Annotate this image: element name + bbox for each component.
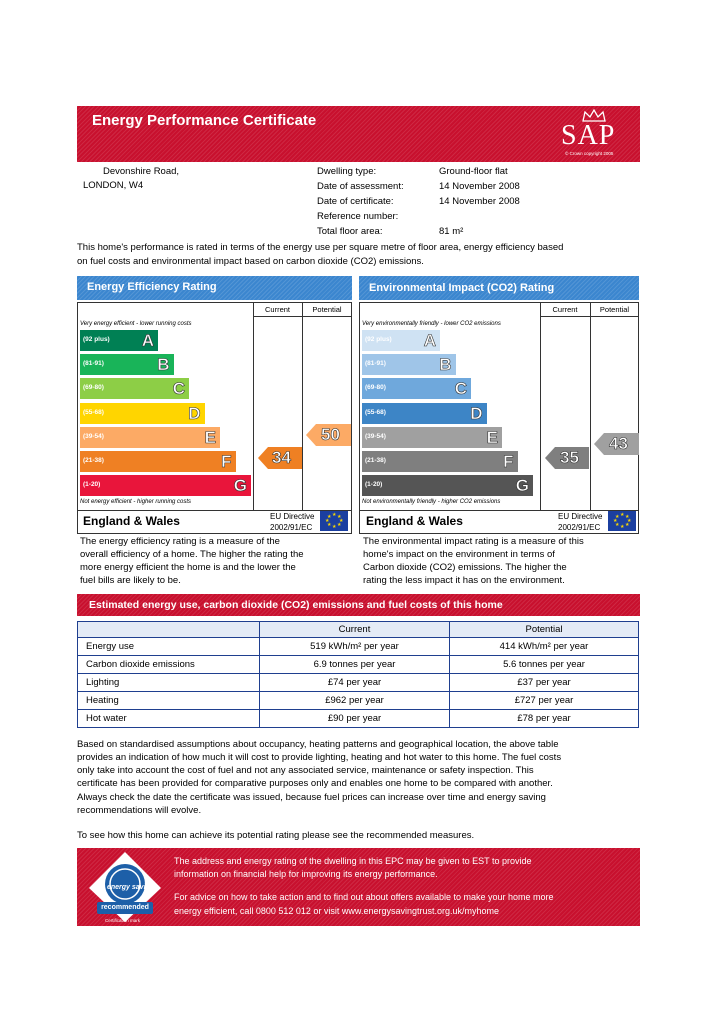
- efficiency-band-a: [80, 330, 158, 351]
- table-row: Energy use 519 kWh/m² per year 414 kWh/m² per year: [78, 638, 639, 656]
- intro-line-2: on fuel costs and environmental impact based on carbon dioxide (CO2) emissions.: [77, 256, 424, 267]
- environmental-band-range: (21-38): [365, 457, 386, 464]
- table-header-row: Current Potential: [78, 622, 639, 638]
- eu-flag-icon: ★ ★ ★ ★ ★ ★ ★ ★: [608, 511, 636, 531]
- efficiency-band-g: [80, 475, 251, 496]
- environmental-band-f: [362, 451, 518, 472]
- header-bar: [77, 106, 640, 162]
- environmental-band-c: [362, 378, 471, 399]
- table-row: Lighting £74 per year £37 per year: [78, 674, 639, 692]
- environmental-eu-code: 2002/91/EC: [558, 523, 601, 532]
- efficiency-band-letter: C: [172, 379, 185, 399]
- footer-text-1: The address and energy rating of the dwelling in this EPC may be given to EST to provide: [174, 856, 532, 866]
- table-row: Hot water £90 per year £78 per year: [78, 710, 639, 728]
- environmental-col-potential: Potential: [599, 305, 630, 314]
- environmental-top-note: Very environmentally friendly - lower CO2 emissions: [362, 321, 501, 327]
- environmental-band-letter: A: [423, 331, 436, 350]
- intro-line-1: This home's performance is rated in terms of the energy use per square metre of floor area, energy efficiency based: [77, 242, 564, 253]
- environmental-bottom-note: Not environmentally friendly - higher CO2 emissions: [362, 499, 501, 505]
- detail-value-assessment-date: 14 November 2008: [439, 181, 520, 192]
- environmental-col-current: Current: [552, 305, 578, 314]
- efficiency-band-b: [80, 354, 174, 375]
- efficiency-band-letter: G: [233, 476, 247, 496]
- efficiency-band-range: (81-91): [83, 360, 104, 368]
- table-row: Carbon dioxide emissions 6.9 tonnes per year 5.6 tonnes per year: [78, 656, 639, 674]
- environmental-eu-directive: EU Directive: [558, 512, 603, 521]
- environmental-band-letter: C: [454, 379, 467, 399]
- detail-value-dwelling-type: Ground-floor flat: [439, 166, 508, 177]
- detail-label-floor-area: Total floor area:: [317, 226, 383, 237]
- efficiency-current-arrow: [258, 447, 302, 469]
- efficiency-band-f: [80, 451, 236, 472]
- efficiency-band-c: [80, 378, 189, 399]
- efficiency-band-range: (55-68): [83, 408, 104, 416]
- environmental-band-a: [362, 330, 440, 351]
- efficiency-band-letter: F: [221, 452, 232, 471]
- address-line-1: Devonshire Road,: [103, 166, 180, 177]
- environmental-band-b: [362, 354, 456, 375]
- sap-logo: SAP © Crown copyright 2005: [557, 108, 637, 160]
- efficiency-band-letter: B: [157, 355, 170, 375]
- detail-label-dwelling-type: Dwelling type:: [317, 166, 377, 177]
- environmental-band-letter: B: [439, 355, 452, 375]
- footer-text-2: information on financial help for improving its energy performance.: [174, 869, 438, 879]
- detail-label-certificate-date: Date of certificate:: [317, 196, 394, 207]
- environmental-band-letter: D: [470, 403, 483, 423]
- efficiency-potential-value: 50: [321, 425, 340, 444]
- footer-bar: [77, 848, 640, 926]
- efficiency-eu-directive: EU Directive: [270, 512, 315, 521]
- environmental-band-range: (1-20): [365, 481, 383, 489]
- efficiency-band-range: (39-54): [83, 432, 104, 440]
- environmental-potential-arrow: [594, 433, 639, 455]
- address-line-2: LONDON, W4: [83, 180, 144, 191]
- energy-saving-recommended-logo: energy saving recommended Certification mark: [85, 850, 165, 926]
- costs-table: [77, 621, 639, 728]
- efficiency-band-range: (21-38): [83, 457, 104, 464]
- costs-title: Estimated energy use, carbon dioxide (CO2) emissions and fuel costs of this home: [89, 599, 503, 611]
- efficiency-region: England & Wales: [83, 514, 180, 528]
- efficiency-col-potential: Potential: [312, 305, 342, 314]
- environmental-band-letter: G: [515, 476, 529, 496]
- detail-label-assessment-date: Date of assessment:: [317, 181, 404, 192]
- efficiency-band-range: (1-20): [83, 481, 101, 489]
- efficiency-top-note: Very energy efficient - lower running costs: [80, 321, 192, 327]
- costs-title-bar: [77, 594, 640, 616]
- efficiency-col-current: Current: [264, 305, 290, 314]
- environmental-band-range: (55-68): [365, 408, 386, 416]
- page-title: Energy Performance Certificate: [92, 112, 317, 129]
- environmental-chart: [359, 302, 639, 534]
- environmental-band-range: (81-91): [365, 360, 386, 368]
- environmental-band-range: (39-54): [365, 432, 386, 440]
- environmental-title: Environmental Impact (CO2) Rating: [369, 282, 555, 294]
- efficiency-title-bar: [77, 276, 352, 300]
- efficiency-bottom-note: Not energy efficient - higher running costs: [80, 499, 192, 505]
- efficiency-chart: [77, 302, 352, 534]
- environmental-band-range: (69-80): [365, 384, 386, 392]
- environmental-potential-value: 43: [609, 434, 628, 453]
- environmental-current-arrow: [545, 447, 589, 469]
- environmental-band-e: [362, 427, 502, 448]
- detail-value-floor-area: 81 m²: [439, 226, 464, 237]
- environmental-band-letter: E: [486, 427, 498, 447]
- detail-label-reference: Reference number:: [317, 211, 399, 222]
- environmental-band-range: (92 plus): [365, 336, 392, 343]
- environmental-band-letter: F: [503, 452, 514, 471]
- footer-text-4: energy efficient, call 0800 512 012 or visit www.energysavingtrust.org.uk/myhome: [174, 906, 500, 916]
- efficiency-band-letter: E: [204, 427, 216, 447]
- efficiency-band-letter: A: [141, 331, 154, 350]
- recommend-note: To see how this home can achieve its potential rating please see the recommended measures.: [77, 830, 475, 841]
- environmental-band-g: [362, 475, 533, 496]
- efficiency-band-d: [80, 403, 205, 424]
- environmental-band-d: [362, 403, 487, 424]
- efficiency-band-range: (92 plus): [83, 336, 110, 343]
- efficiency-title: Energy Efficiency Rating: [87, 281, 217, 293]
- efficiency-potential-arrow: [306, 424, 351, 446]
- eu-flag-icon: ★ ★ ★ ★ ★ ★ ★ ★: [320, 511, 348, 531]
- footer-text-3: For advice on how to take action and to find out about offers available to make your home more: [174, 892, 554, 902]
- environmental-title-bar: [359, 276, 639, 300]
- efficiency-eu-code: 2002/91/EC: [270, 523, 313, 532]
- table-row: Heating £962 per year £727 per year: [78, 692, 639, 710]
- efficiency-band-range: (69-80): [83, 384, 104, 392]
- efficiency-band-e: [80, 427, 220, 448]
- environmental-region: England & Wales: [366, 514, 463, 528]
- detail-value-certificate-date: 14 November 2008: [439, 196, 520, 207]
- efficiency-current-value: 34: [272, 448, 291, 467]
- efficiency-band-letter: D: [188, 403, 201, 423]
- environmental-current-value: 35: [560, 448, 579, 467]
